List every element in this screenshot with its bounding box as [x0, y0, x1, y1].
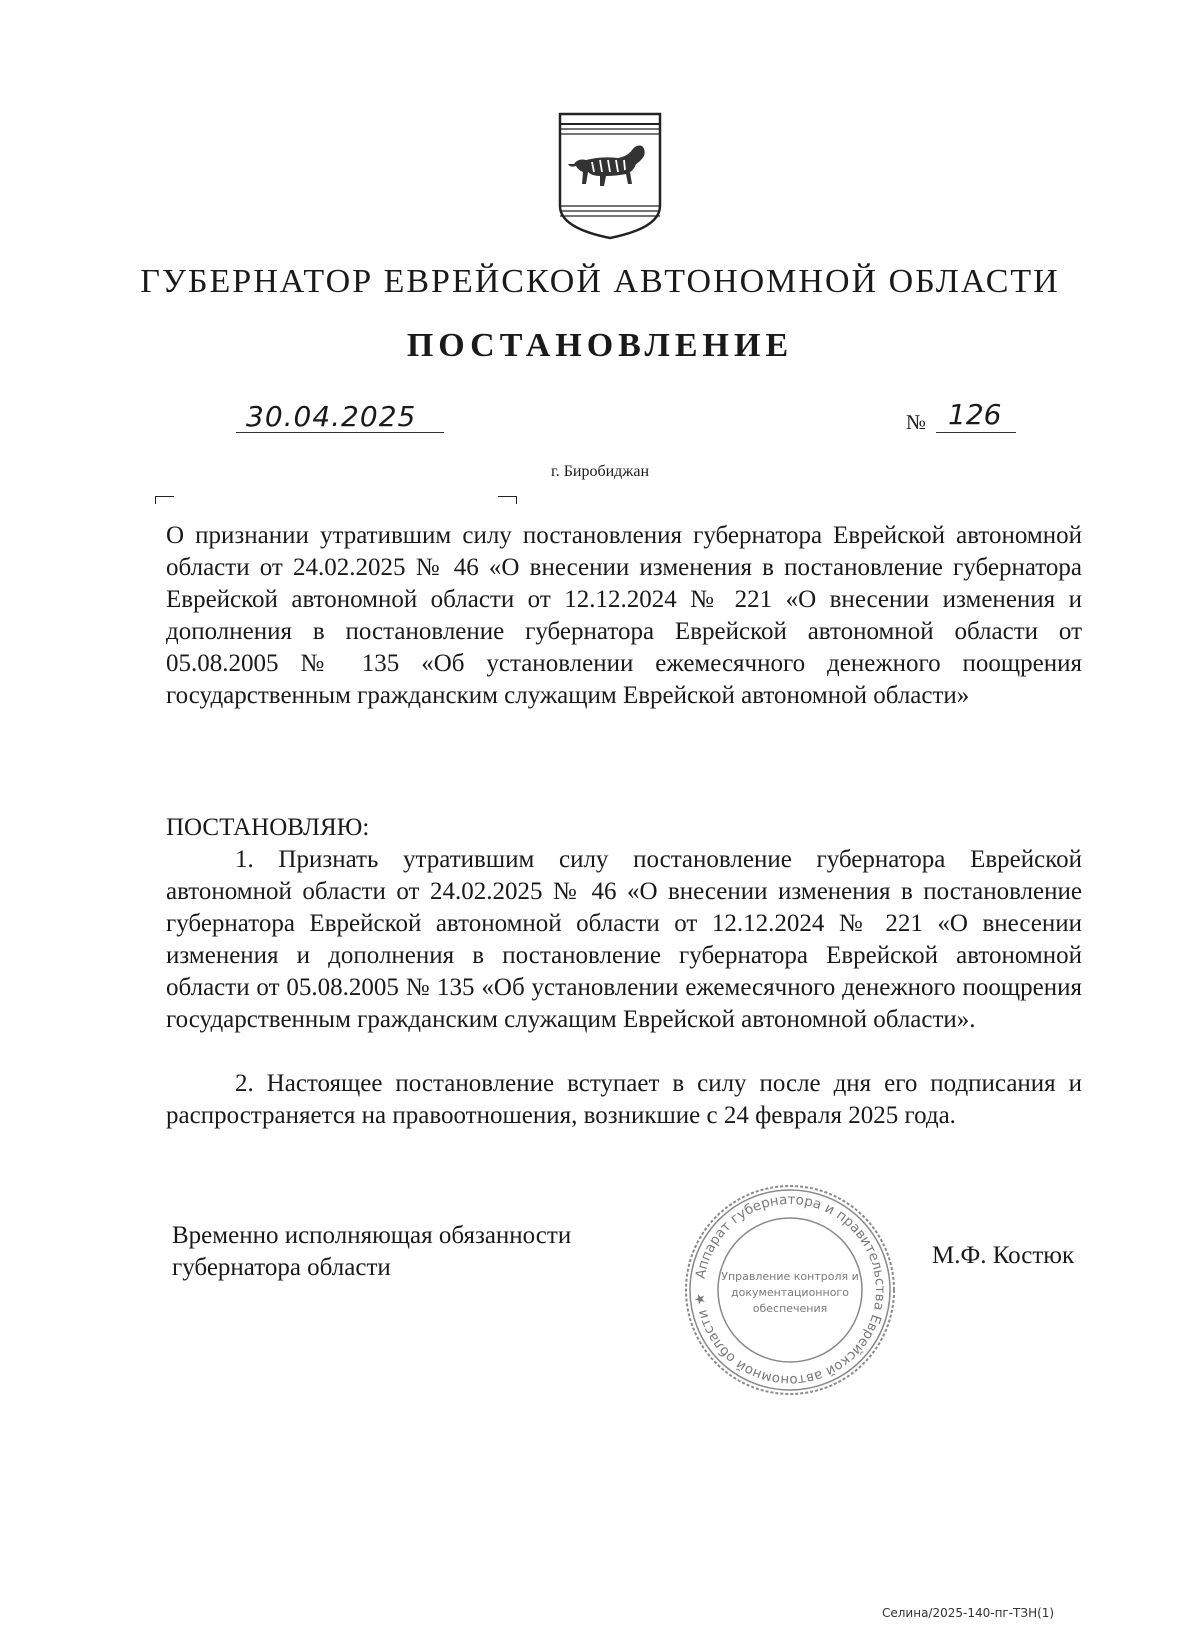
official-stamp-icon — [680, 1180, 900, 1400]
clause-1: 1. Признать утратившим силу постановление губернатора Еврейской автономной области от 24.02.2025 № 46 «О внесении изменения в постановление губернатора Еврейской автономной области от 12.12.2024 № 221 «О внесении изменения и дополнения в постановление губернатора Еврейской автономной области от 05.08.2005 № 135 «Об установлении ежемесячного денежного поощрения государственным гражданским служащим Еврейской автономной области». — [166, 846, 1082, 1033]
signatory-position: Временно исполняющая обязанности губернатора области — [172, 1222, 572, 1281]
authority-heading: ГУБЕРНАТОР ЕВРЕЙСКОЙ АВТОНОМНОЙ ОБЛАСТИ — [140, 263, 1060, 300]
svg-text:Управление контроля и: Управление контроля и — [721, 1270, 859, 1283]
document-title: О признании утратившим силу постановления губернатора Еврейской автономной области от 24.02.2025 № 46 «О внесении изменения в постановление губернатора Еврейской автономной области от 12.12.2024 № 221 «О внесении изменения и дополнения в постановление губернатора Еврейской автономной области от 05.08.2005 № 135 «Об установлении ежемесячного денежного поощрения государственным гражданским служащим Еврейской автономной области» — [166, 522, 1082, 709]
coat-of-arms-tiger-icon — [556, 110, 664, 242]
document-date: 30.04.2025 — [246, 400, 417, 433]
date-underline — [236, 432, 444, 433]
svg-text:Аппарат губернатора и правител: Аппарат губернатора и правительства Еврейской автономной области ★ — [691, 1191, 889, 1389]
svg-text:документационного: документационного — [731, 1286, 849, 1299]
title-bracket-right — [498, 496, 517, 504]
title-bracket-left — [155, 496, 174, 504]
signatory-name: М.Ф. Костюк — [932, 1242, 1075, 1269]
number-underline — [936, 432, 1016, 433]
clause-2: 2. Настоящее постановление вступает в силу после дня его подписания и распространяется на правоотношения, возникшие с 24 февраля 2025 года. — [166, 1070, 1082, 1129]
document-number: 126 — [948, 398, 1002, 431]
number-sign: № — [906, 410, 927, 434]
svg-text:обеспечения: обеспечения — [752, 1302, 828, 1315]
document-type-heading: ПОСТАНОВЛЕНИЕ — [406, 327, 794, 364]
document-footer-code: Селина/2025-140-пг-ТЗН(1) — [882, 1606, 1055, 1620]
preamble: ПОСТАНОВЛЯЮ: — [166, 814, 370, 841]
city-label: г. Биробиджан — [550, 463, 650, 480]
